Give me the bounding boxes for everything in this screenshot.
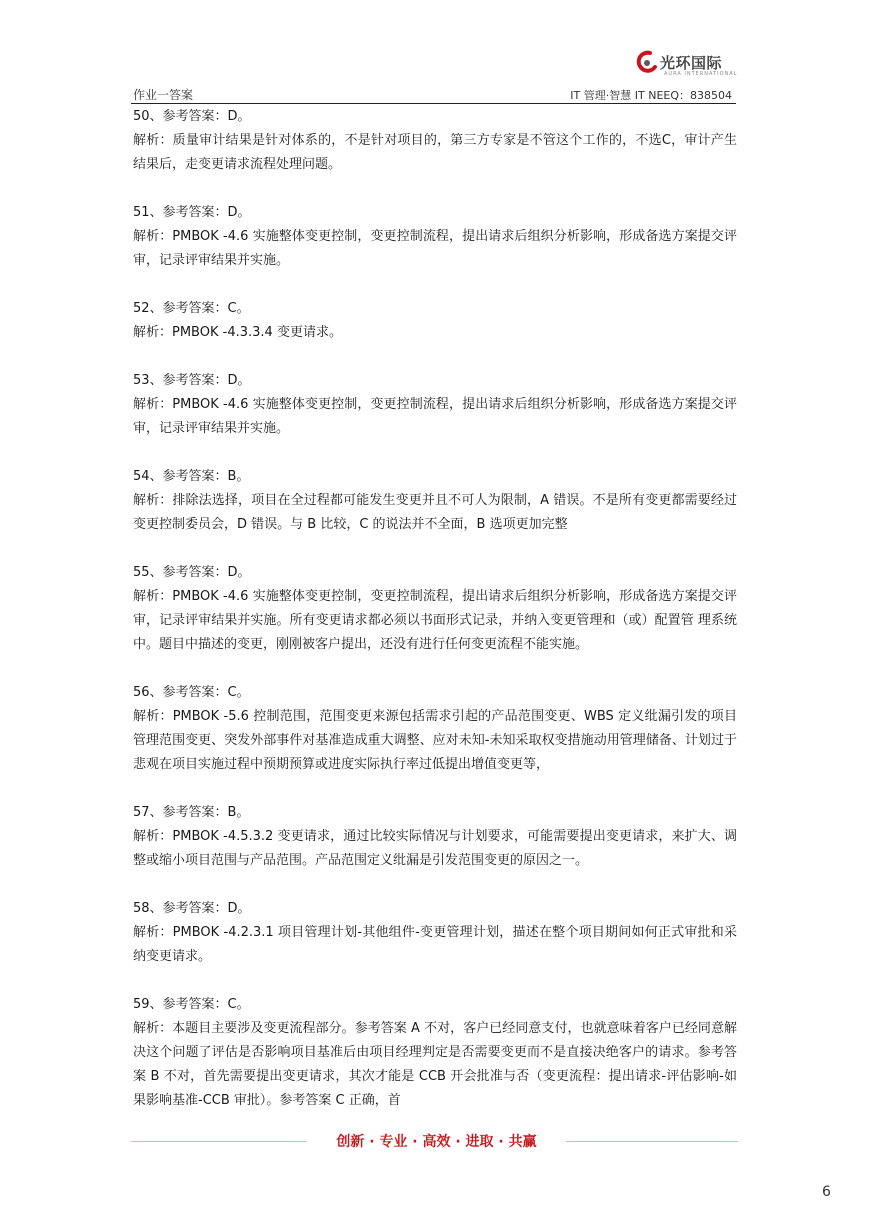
footer-slogan: 创新 · 专业 · 高效 · 进取 · 共赢 <box>336 1134 537 1150</box>
header-tagline: IT 管理·智慧 IT NEEQ：838504 <box>570 89 732 102</box>
answer-line: 56、参考答案：C。 <box>133 685 250 700</box>
header-divider <box>131 103 736 104</box>
explanation-text: 解析：PMBOK -4.6 实施整体变更控制，变更控制流程，提出请求后组织分析影响，形成备选方案提交评审，记录评审结果并实施。 <box>133 229 737 268</box>
answer-entry <box>133 201 737 273</box>
logo-text: 光环国际 <box>660 54 723 72</box>
answer-entry <box>133 681 737 777</box>
answer-entry <box>133 369 737 441</box>
answer-line: 52、参考答案：C。 <box>133 301 250 316</box>
logo-subtext: AURA INTERNATIONAL <box>664 71 738 77</box>
answer-line: 54、参考答案：B。 <box>133 469 250 484</box>
answer-line: 53、参考答案：D。 <box>133 373 251 388</box>
answer-line: 58、参考答案：D。 <box>133 901 251 916</box>
explanation-text: 解析：本题目主要涉及变更流程部分。参考答案 A 不对，客户已经同意支付，也就意味着客户已经同意解决这个问题了评估是否影响项目基准后由项目经理判定是否需要变更而不是直接决绝客户的请求。参考答案 B 不对，首先需要提出变更请求，其次才能是 CCB 开会批准与否（变更流程：提出请求-评估影响-如果影响基准-CCB 审批）。参考答案 C 正确，首 <box>133 1021 737 1108</box>
answer-entry <box>133 105 737 177</box>
logo-mark-icon <box>636 50 658 76</box>
answer-line: 55、参考答案：D。 <box>133 565 251 580</box>
footer-divider-left <box>131 1141 307 1142</box>
answer-entry <box>133 993 737 1113</box>
answer-line: 59、参考答案：C。 <box>133 997 250 1012</box>
explanation-text: 解析：PMBOK -5.6 控制范围，范围变更来源包括需求引起的产品范围变更、WBS 定义纰漏引发的项目管理范围变更、突发外部事件对基准造成重大调整、应对未知-未知采取权变措施动用管理储备、计划过于悲观在项目实施过程中预期预算或进度实际执行率过低提出增值变更等， <box>133 709 737 772</box>
answer-entry <box>133 801 737 873</box>
answer-entry <box>133 897 737 969</box>
answer-line: 51、参考答案：D。 <box>133 205 251 220</box>
explanation-text: 解析：排除法选择，项目在全过程都可能发生变更并且不可人为限制，A 错误。不是所有变更都需要经过变更控制委员会，D 错误。与 B 比较，C 的说法并不全面，B 选项更加完整 <box>133 493 737 532</box>
explanation-text: 解析：PMBOK -4.2.3.1 项目管理计划-其他组件-变更管理计划，描述在整个项目期间如何正式审批和采纳变更请求。 <box>133 925 737 964</box>
explanation-text: 解析：质量审计结果是针对体系的，不是针对项目的，第三方专家是不管这个工作的，不选C，审计产生结果后，走变更请求流程处理问题。 <box>133 133 737 172</box>
header-document-title: 作业一答案 <box>133 88 194 102</box>
explanation-text: 解析：PMBOK -4.5.3.2 变更请求，通过比较实际情况与计划要求，可能需要提出变更请求，来扩大、调整或缩小项目范围与产品范围。产品范围定义纰漏是引发范围变更的原因之一。 <box>133 829 737 868</box>
explanation-text: 解析：PMBOK -4.3.3.4 变更请求。 <box>133 325 342 340</box>
footer-divider-right <box>566 1141 738 1142</box>
answer-entry <box>133 465 737 537</box>
page-number: 6 <box>822 1184 831 1200</box>
answer-entry <box>133 561 737 657</box>
explanation-text: 解析：PMBOK -4.6 实施整体变更控制，变更控制流程，提出请求后组织分析影响，形成备选方案提交评审，记录评审结果并实施。 <box>133 397 737 436</box>
answer-list <box>133 105 737 1137</box>
answer-line: 50、参考答案：D。 <box>133 109 251 124</box>
answer-line: 57、参考答案：B。 <box>133 805 250 820</box>
explanation-text: 解析：PMBOK -4.6 实施整体变更控制，变更控制流程，提出请求后组织分析影响，形成备选方案提交评审，记录评审结果并实施。所有变更请求都必须以书面形式记录，并纳入变更管理和（或）配置管 理系统中。题目中描述的变更，刚刚被客户提出，还没有进行任何变更流程不能实施。 <box>133 589 737 652</box>
company-logo <box>636 50 736 80</box>
answer-entry <box>133 297 737 345</box>
